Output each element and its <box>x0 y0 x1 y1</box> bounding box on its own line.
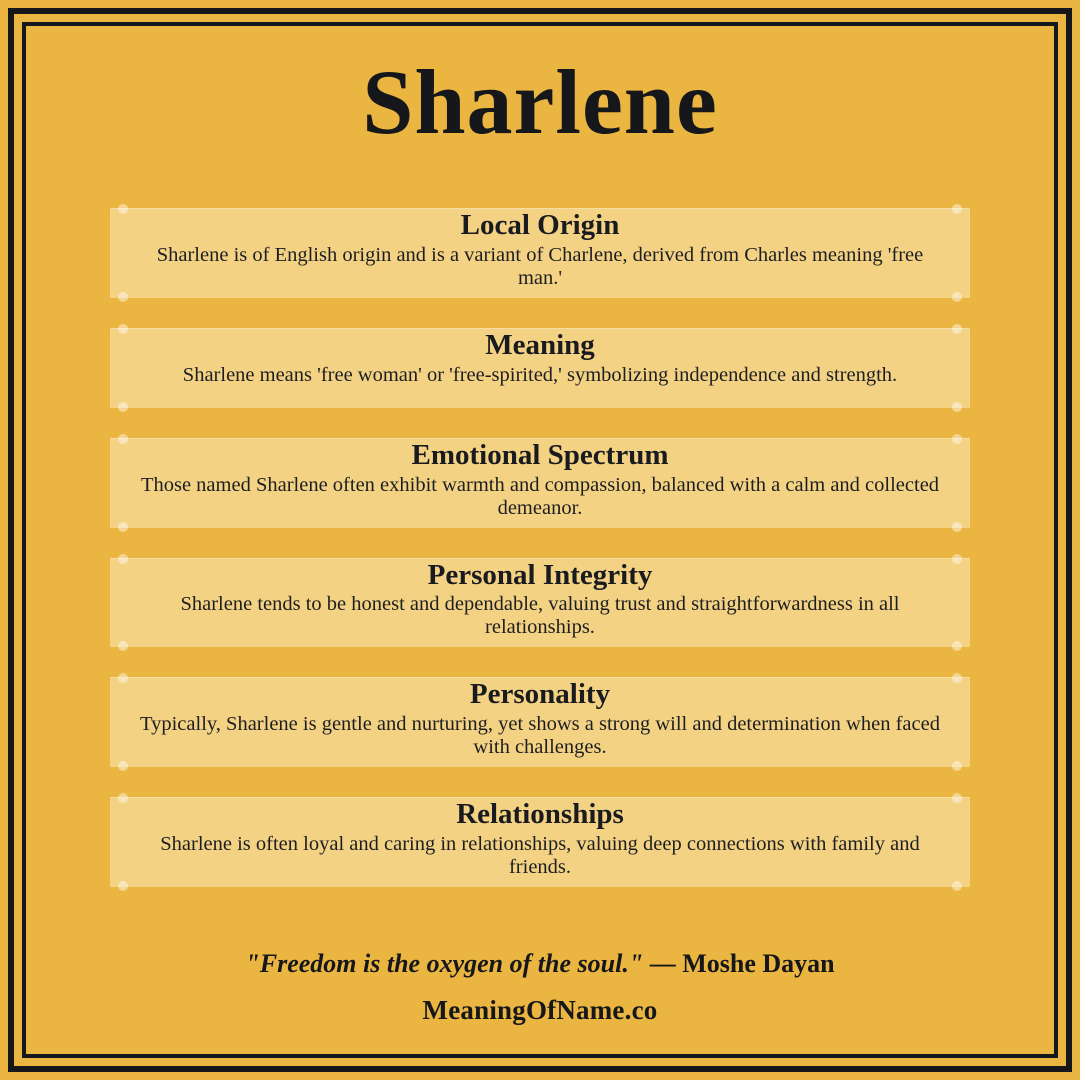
section-text: Sharlene is often loyal and caring in relationships, valuing deep connections with family and friends. <box>160 833 920 879</box>
quote-text: "Freedom is the oxygen of the soul." <box>245 949 644 978</box>
section-emotional-spectrum <box>110 430 970 536</box>
site-name: MeaningOfName.co <box>422 995 658 1025</box>
page-title: Sharlene <box>362 51 718 153</box>
section-heading: Local Origin <box>460 209 620 241</box>
section-local-origin <box>110 200 970 306</box>
section-text: Sharlene is of English origin and is a variant of Charlene, derived from Charles meaning 'free man.' <box>156 243 924 289</box>
poster-content <box>32 32 1048 1048</box>
section-heading: Meaning <box>485 328 595 361</box>
section-text: Sharlene tends to be honest and dependable, valuing trust and straightforwardness in all relationships. <box>180 593 900 639</box>
section-heading: Personal Integrity <box>427 558 653 591</box>
quote-author: — Moshe Dayan <box>649 949 835 978</box>
section-text: Sharlene means 'free woman' or 'free-spirited,' symbolizing independence and strength. <box>182 363 898 386</box>
section-meaning <box>110 320 970 416</box>
sections-list <box>110 200 970 909</box>
section-heading: Personality <box>469 678 611 711</box>
section-personality <box>110 669 970 775</box>
section-text: Typically, Sharlene is gentle and nurturing, yet shows a strong will and determination when faced with challenges. <box>140 713 940 759</box>
section-text: Those named Sharlene often exhibit warmth and compassion, balanced with a calm and collected demeanor. <box>140 473 940 519</box>
poster-footer <box>110 949 970 1048</box>
section-relationships <box>110 789 970 895</box>
section-heading: Relationships <box>456 798 624 831</box>
quote <box>110 949 970 979</box>
section-personal-integrity <box>110 550 970 656</box>
section-heading: Emotional Spectrum <box>411 438 669 471</box>
